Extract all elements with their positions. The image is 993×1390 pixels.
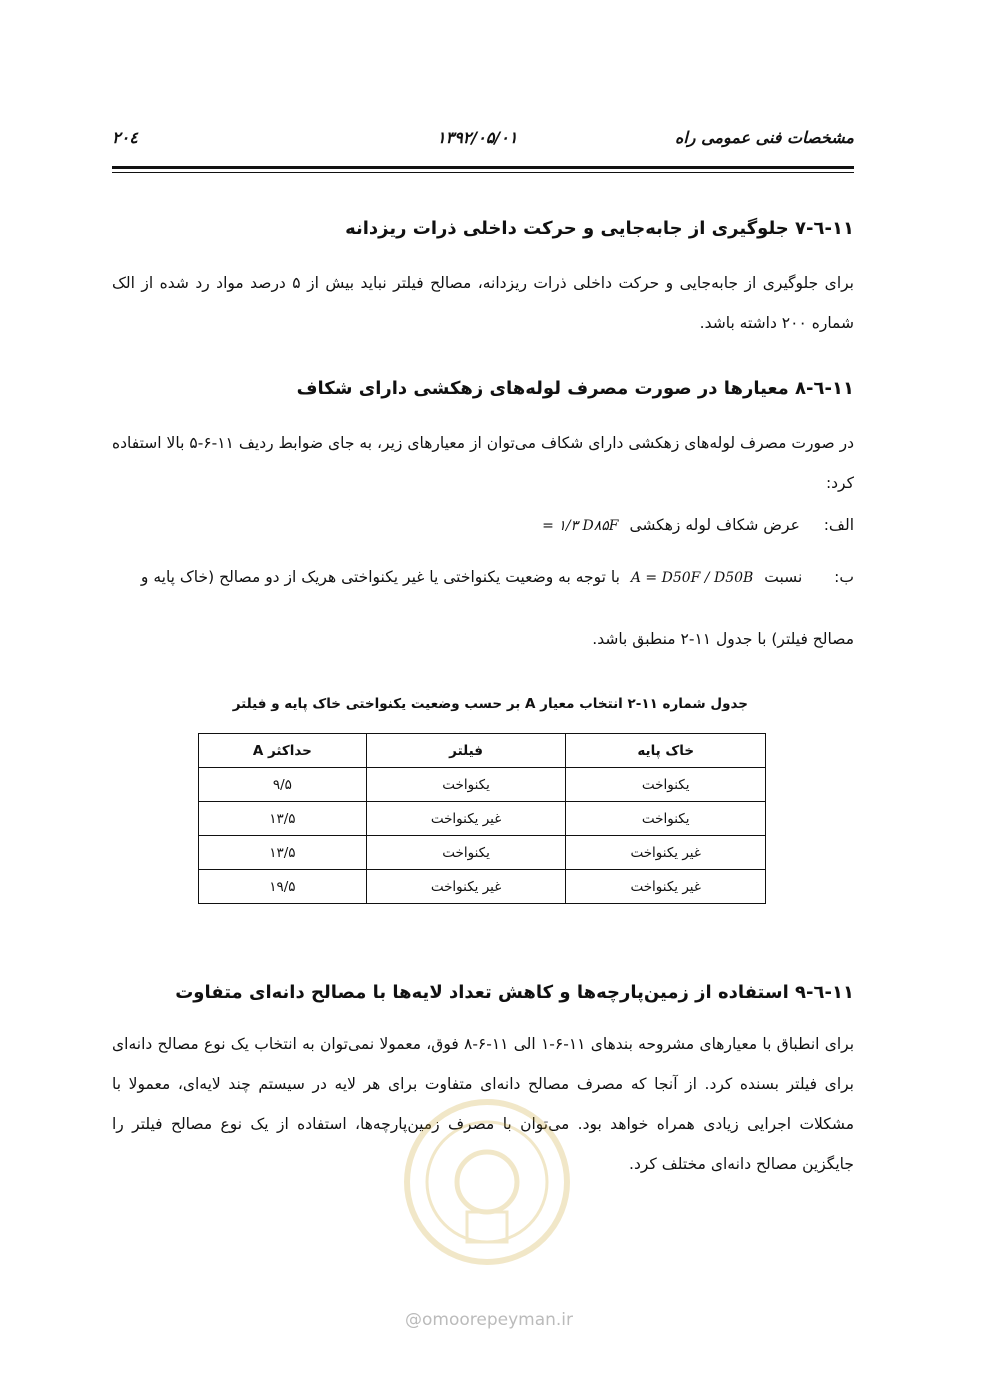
criterion-a-text: عرض شکاف لوله زهکشی	[629, 516, 800, 534]
col-header-max-a: حداکثر A	[199, 734, 367, 768]
watermark-text: @omoorepeyman.ir	[405, 1310, 574, 1330]
criterion-b-line2: مصالح فیلتر) با جدول ۱۱-۲ منطبق باشد.	[592, 630, 854, 648]
header-title: مشخصات فنی عمومی راه	[674, 128, 854, 147]
table-cell: ۱۳/۵	[199, 802, 367, 836]
header-divider-thin	[112, 172, 854, 173]
page-number: ۲۰٤	[112, 128, 138, 147]
col-header-filter: فیلتر	[366, 734, 566, 768]
section-paragraph-11-6-7: برای جلوگیری از جابه‌جایی و حرکت داخلی ذرات ریزدانه، مصالح فیلتر نباید بیش از ۵ درصد مواد رد شده از الک شماره ۲۰۰ داشته باشد.	[112, 274, 854, 332]
slot-width-formula: = ۱/۳ D۸۵F	[542, 517, 619, 534]
table-cell: غیر یکنواخت	[566, 836, 766, 870]
table-header-row	[199, 734, 766, 768]
table-caption: جدول شماره ۱۱-۲ انتخاب معیار A بر حسب وضعیت یکنواختی خاک پایه و فیلتر	[232, 696, 748, 712]
header-divider-thick	[112, 166, 854, 169]
table-row	[199, 870, 766, 904]
criterion-b-label: ب:	[834, 568, 854, 586]
section-paragraph-11-6-9: برای انطباق با معیارهای مشروحه بندهای ۱۱-۶-۱ الی ۱۱-۶-۸ فوق، معمولا نمی‌توان به انتخاب یک نوع مصالح دانه‌ای برای فیلتر بسنده کرد. از آنجا که مصرف مصالح دانه‌ای متفاوت برای هر لایه در سیستم چند لایه‌ای، معمولا با مشکلات اجرایی زیادی همراه خواهد بود. می‌توان با مصرف زمین‌پارچه‌ها، استفاده از یک نوع مصالح فیلتر را جایگزین مصالح دانه‌ای مختلف کرد.	[112, 1035, 855, 1173]
table-cell: یکنواخت	[366, 836, 566, 870]
table-row	[199, 836, 766, 870]
criterion-a	[536, 516, 854, 534]
ratio-formula-text: A = D50F / D50B	[630, 569, 754, 586]
criterion-b-text: نسبت	[764, 568, 803, 586]
criterion-b-text-cont: با توجه به وضعیت یکنواختی یا غیر یکنواختی هریک از دو مصالح (خاک پایه و	[140, 568, 620, 586]
criterion-b	[141, 568, 854, 586]
page-header	[112, 128, 854, 158]
criterion-a-label: الف:	[823, 516, 854, 534]
col-header-base-soil: خاک پایه	[566, 734, 766, 768]
ratio-formula	[631, 570, 753, 586]
watermark-logo-icon	[382, 1092, 592, 1272]
table-cell: یکنواخت	[366, 768, 566, 802]
table-cell: ۱۳/۵	[199, 836, 367, 870]
header-date: ۱۳۹۲/۰۵/۰۱	[437, 128, 518, 147]
table-cell: غیر یکنواخت	[566, 870, 766, 904]
section-heading-11-6-9: ۱۱-٦-۹ استفاده از زمین‌پارچه‌ها و کاهش تعداد لایه‌ها با مصالح دانه‌ای متفاوت	[175, 982, 854, 1003]
table-row	[199, 802, 766, 836]
table-row	[199, 768, 766, 802]
criteria-table	[198, 733, 766, 904]
table-cell: یکنواخت	[566, 802, 766, 836]
table-cell: غیر یکنواخت	[366, 802, 566, 836]
section-heading-11-6-7: ۱۱-٦-۷ جلوگیری از جابه‌جایی و حرکت داخلی ذرات ریزدانه	[345, 218, 854, 239]
table-cell: غیر یکنواخت	[366, 870, 566, 904]
section-paragraph-11-6-8: در صورت مصرف لوله‌های زهکشی دارای شکاف می‌توان از معیارهای زیر، به جای ضوابط ردیف ۱۱-۶-۵ بالا استفاده کرد:	[112, 434, 854, 492]
table-cell: یکنواخت	[566, 768, 766, 802]
table-cell: ۱۹/۵	[199, 870, 367, 904]
table-cell: ۹/۵	[199, 768, 367, 802]
section-heading-11-6-8: ۱۱-٦-۸ معیارها در صورت مصرف لوله‌های زهکشی دارای شکاف	[296, 378, 854, 399]
